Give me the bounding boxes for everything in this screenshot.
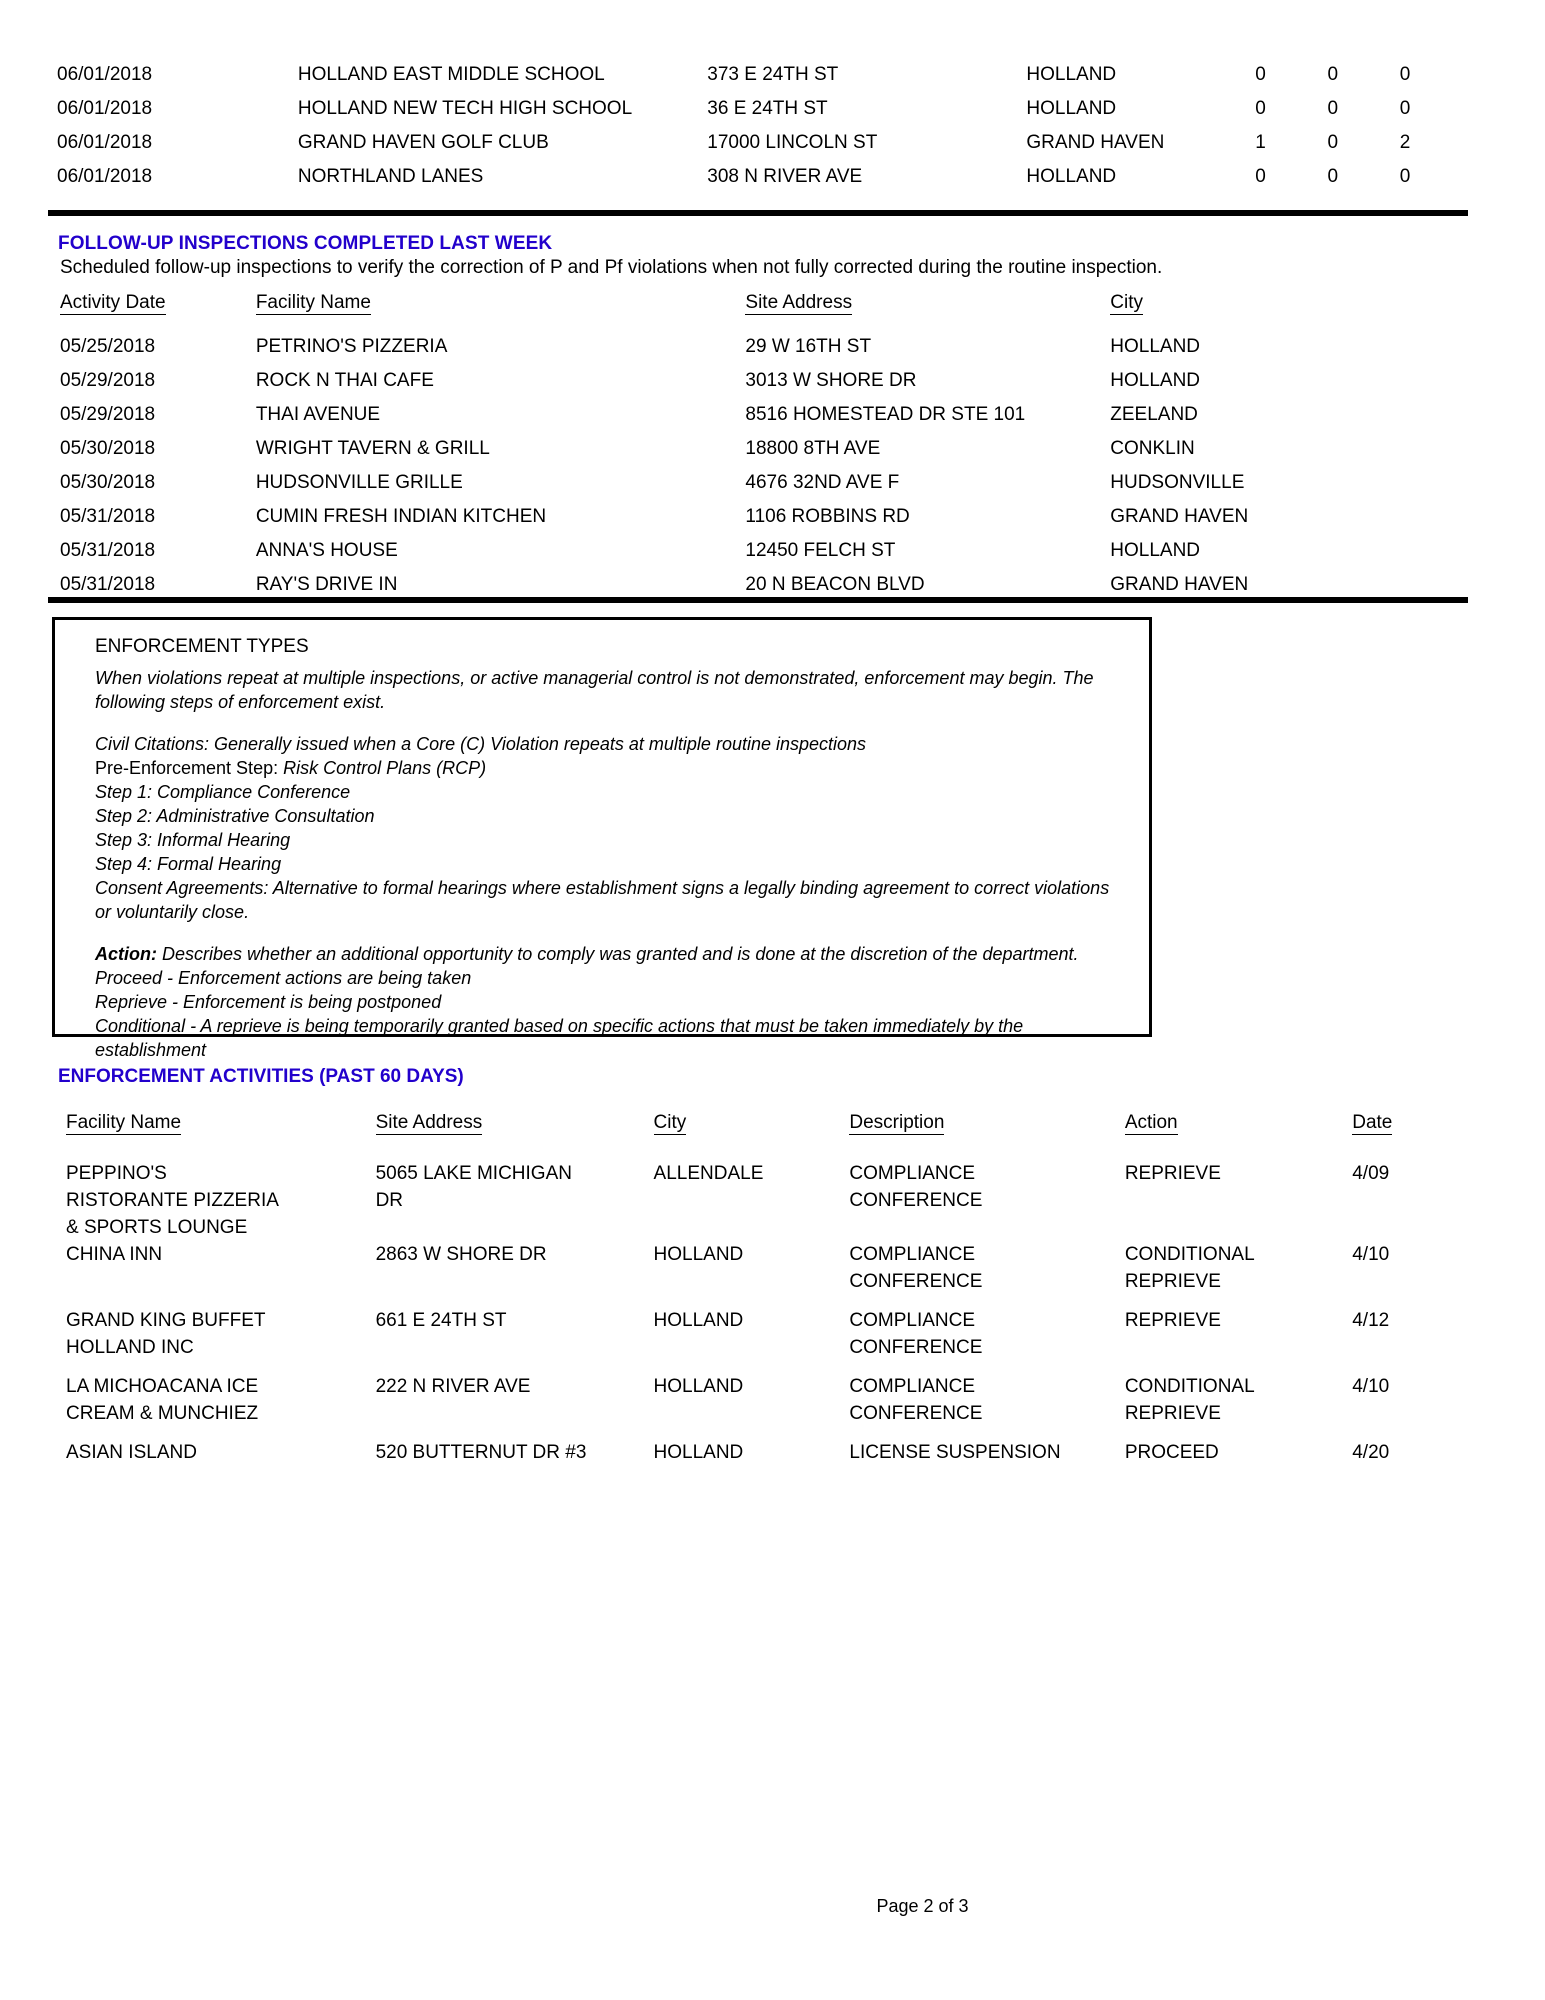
activity-city-line: HOLLAND <box>653 1244 744 1265</box>
followup-section-heading: FOLLOW-UP INSPECTIONS COMPLETED LAST WEEK <box>58 233 553 254</box>
followup-section-description: Scheduled follow-up inspections to verify the correction of P and Pf violations when not fully corrected during the routine inspection. <box>60 257 1163 278</box>
activity-name-line: PEPPINO'S <box>66 1163 167 1184</box>
activity-city <box>654 1160 850 1241</box>
activity-date <box>1352 1160 1466 1241</box>
activity-site-address <box>376 1241 654 1307</box>
followup-date: 05/30/2018 <box>60 438 156 459</box>
followup-header <box>60 292 1460 330</box>
followup-site-address: 1106 ROBBINS RD <box>745 506 910 527</box>
followup-city: HOLLAND <box>1110 336 1201 357</box>
table-row <box>60 398 1460 432</box>
routine-city: HOLLAND <box>1026 166 1117 187</box>
followup-site-address: 8516 HOMESTEAD DR STE 101 <box>745 404 1026 425</box>
activity-name-line: LA MICHOACANA ICE <box>66 1376 259 1397</box>
activity-name-line: ASIAN ISLAND <box>66 1442 197 1463</box>
activity-description-line: COMPLIANCE <box>849 1376 976 1397</box>
followup-facility-name: ROCK N THAI CAFE <box>255 370 434 391</box>
activity-action-line: REPRIEVE <box>1124 1310 1221 1331</box>
spacer <box>95 714 1119 732</box>
table-row <box>66 1307 1466 1373</box>
routine-site-address: 308 N RIVER AVE <box>707 166 863 187</box>
routine-date: 06/01/2018 <box>57 98 153 119</box>
followup-facility-name: PETRINO'S PIZZERIA <box>255 336 448 357</box>
enforcement-step-2: Step 2: Administrative Consultation <box>95 806 375 826</box>
enforcement-action-text: Describes whether an additional opportunity to comply was granted and is done at the discretion of the department. <box>157 944 1079 964</box>
enforcement-activities-table <box>66 1112 1466 1505</box>
table-header-row <box>66 1112 1466 1160</box>
routine-inspections-table <box>57 58 1472 194</box>
enforcement-pre-step <box>95 756 1119 780</box>
section-divider-rule <box>48 597 1468 603</box>
activity-action-line: REPRIEVE <box>1124 1271 1221 1292</box>
followup-col-date <box>60 292 256 330</box>
followup-date: 05/31/2018 <box>60 574 156 595</box>
activity-address-line: 222 N RIVER AVE <box>375 1376 531 1397</box>
routine-p-count: 0 <box>1255 166 1266 187</box>
activities-col-name <box>66 1112 376 1160</box>
followup-col-name <box>256 292 746 330</box>
activities-col-date <box>1352 1112 1466 1160</box>
followup-city: HOLLAND <box>1110 540 1201 561</box>
activity-action-line: CONDITIONAL <box>1124 1244 1255 1265</box>
followup-col-city-label: City <box>1110 292 1143 313</box>
followup-col-date-label: Activity Date <box>60 292 166 313</box>
routine-pf-count: 0 <box>1327 166 1339 187</box>
activity-name-line: HOLLAND INC <box>66 1337 194 1358</box>
enforcement-action-label: Action: <box>95 944 157 964</box>
followup-city: GRAND HAVEN <box>1110 574 1249 595</box>
activity-description <box>849 1439 1124 1505</box>
activity-address-line: DR <box>375 1190 404 1211</box>
activity-city <box>654 1439 850 1505</box>
enforcement-activities-header <box>66 1112 1466 1160</box>
followup-city: ZEELAND <box>1110 404 1198 425</box>
enforcement-intro-line-2: following steps of enforcement exist. <box>95 692 386 712</box>
routine-date: 06/01/2018 <box>57 64 153 85</box>
activity-name-line: CREAM & MUNCHIEZ <box>66 1403 259 1424</box>
activity-action <box>1125 1439 1352 1505</box>
table-row <box>66 1160 1466 1241</box>
enforcement-types-title: ENFORCEMENT TYPES <box>95 636 309 657</box>
page-footer <box>0 1896 1545 1917</box>
followup-site-address: 20 N BEACON BLVD <box>745 574 925 595</box>
enforcement-consent-line-2: or voluntarily close. <box>95 902 250 922</box>
activity-site-address <box>376 1160 654 1241</box>
activity-address-line: 5065 LAKE MICHIGAN <box>375 1163 572 1184</box>
routine-c-count: 2 <box>1399 132 1411 153</box>
activity-action-line: REPRIEVE <box>1124 1403 1221 1424</box>
followup-city: GRAND HAVEN <box>1110 506 1249 527</box>
activity-city <box>654 1373 850 1439</box>
activity-city-line: HOLLAND <box>653 1442 744 1463</box>
activity-date-line: 4/10 <box>1352 1244 1390 1265</box>
activity-description <box>849 1241 1124 1307</box>
routine-p-count: 0 <box>1255 64 1266 85</box>
activity-action-line: PROCEED <box>1124 1442 1219 1463</box>
activity-description-line: COMPLIANCE <box>849 1244 976 1265</box>
routine-inspections-grid <box>57 58 1472 194</box>
enforcement-activities-rows <box>66 1160 1466 1505</box>
activities-col-city-label: City <box>653 1112 687 1133</box>
followup-facility-name: HUDSONVILLE GRILLE <box>255 472 463 493</box>
followup-col-address <box>745 292 1110 330</box>
routine-city: HOLLAND <box>1026 64 1117 85</box>
activity-description-line: CONFERENCE <box>849 1271 983 1292</box>
activity-name-line: CHINA INN <box>66 1244 163 1265</box>
enforcement-pre-step-label: Pre-Enforcement Step: <box>95 758 279 778</box>
enforcement-conditional-definition: Conditional - A reprieve is being temporarily granted based on specific actions that must be taken immediately by the establishment <box>95 1016 1024 1060</box>
enforcement-action-definition <box>95 942 1119 966</box>
table-row <box>60 364 1460 398</box>
activities-col-city <box>654 1112 850 1160</box>
table-header-row <box>60 292 1460 330</box>
table-row <box>57 92 1472 126</box>
activity-facility-name <box>66 1439 376 1505</box>
routine-city: GRAND HAVEN <box>1026 132 1165 153</box>
followup-site-address: 29 W 16TH ST <box>745 336 872 357</box>
routine-site-address: 36 E 24TH ST <box>707 98 828 119</box>
activity-date-line: 4/09 <box>1352 1163 1390 1184</box>
table-row <box>60 330 1460 364</box>
activity-city <box>654 1307 850 1373</box>
activities-col-date-label: Date <box>1352 1112 1393 1133</box>
followup-date: 05/25/2018 <box>60 336 156 357</box>
section-divider-rule <box>48 210 1468 216</box>
followup-col-address-label: Site Address <box>745 292 853 313</box>
followup-city: CONKLIN <box>1110 438 1195 459</box>
activity-facility-name <box>66 1160 376 1241</box>
routine-facility-name: GRAND HAVEN GOLF CLUB <box>297 132 549 153</box>
activities-col-action <box>1125 1112 1352 1160</box>
activity-date <box>1352 1241 1466 1307</box>
followup-date: 05/30/2018 <box>60 472 156 493</box>
routine-facility-name: HOLLAND NEW TECH HIGH SCHOOL <box>297 98 633 119</box>
table-row <box>60 500 1460 534</box>
enforcement-activities-heading: ENFORCEMENT ACTIVITIES (PAST 60 DAYS) <box>58 1066 464 1087</box>
routine-p-count: 0 <box>1255 98 1266 119</box>
followup-city: HUDSONVILLE <box>1110 472 1245 493</box>
activity-site-address <box>376 1373 654 1439</box>
activity-action <box>1125 1307 1352 1373</box>
activity-city-line: HOLLAND <box>653 1310 744 1331</box>
routine-city: HOLLAND <box>1026 98 1117 119</box>
followup-date: 05/31/2018 <box>60 540 156 561</box>
routine-site-address: 373 E 24TH ST <box>707 64 839 85</box>
activity-action <box>1125 1160 1352 1241</box>
routine-pf-count: 0 <box>1327 64 1339 85</box>
routine-pf-count: 0 <box>1327 98 1339 119</box>
table-row <box>66 1241 1466 1307</box>
activity-description <box>849 1307 1124 1373</box>
activities-col-description <box>849 1112 1124 1160</box>
followup-site-address: 12450 FELCH ST <box>745 540 896 561</box>
table-row <box>66 1439 1466 1505</box>
enforcement-civil-citations: Civil Citations: Generally issued when a Core (C) Violation repeats at multiple routine inspections <box>95 734 867 754</box>
followup-rows <box>60 330 1460 602</box>
activity-action <box>1125 1241 1352 1307</box>
table-row <box>60 534 1460 568</box>
activity-action-line: CONDITIONAL <box>1124 1376 1255 1397</box>
activity-description-line: CONFERENCE <box>849 1403 983 1424</box>
routine-date: 06/01/2018 <box>57 166 153 187</box>
routine-c-count: 0 <box>1399 64 1411 85</box>
followup-date: 05/31/2018 <box>60 506 156 527</box>
followup-facility-name: ANNA'S HOUSE <box>255 540 398 561</box>
activity-action-line: REPRIEVE <box>1124 1163 1221 1184</box>
activity-description <box>849 1373 1124 1439</box>
activity-description-line: LICENSE SUSPENSION <box>849 1442 1061 1463</box>
enforcement-step-4: Step 4: Formal Hearing <box>95 854 282 874</box>
table-row <box>57 126 1472 160</box>
table-row <box>66 1373 1466 1439</box>
activity-address-line: 661 E 24TH ST <box>375 1310 507 1331</box>
enforcement-intro-line-1: When violations repeat at multiple inspections, or active managerial control is not demonstrated, enforcement may begin. The <box>95 668 1094 688</box>
activity-date-line: 4/12 <box>1352 1310 1390 1331</box>
routine-c-count: 0 <box>1399 166 1411 187</box>
followup-inspections-table <box>60 292 1460 602</box>
activities-col-address <box>376 1112 654 1160</box>
routine-date: 06/01/2018 <box>57 132 153 153</box>
page-number: Page 2 of 3 <box>876 1896 969 1916</box>
followup-col-city <box>1110 292 1460 330</box>
activity-address-line: 2863 W SHORE DR <box>375 1244 547 1265</box>
activity-site-address <box>376 1439 654 1505</box>
followup-facility-name: THAI AVENUE <box>255 404 381 425</box>
routine-rows <box>57 58 1472 194</box>
followup-site-address: 3013 W SHORE DR <box>745 370 917 391</box>
enforcement-types-box <box>52 617 1152 1060</box>
enforcement-step-3: Step 3: Informal Hearing <box>95 830 291 850</box>
routine-pf-count: 0 <box>1327 132 1339 153</box>
enforcement-step-1: Step 1: Compliance Conference <box>95 782 351 802</box>
routine-facility-name: HOLLAND EAST MIDDLE SCHOOL <box>297 64 605 85</box>
followup-city: HOLLAND <box>1110 370 1201 391</box>
activity-address-line: 520 BUTTERNUT DR #3 <box>375 1442 587 1463</box>
activity-name-line: & SPORTS LOUNGE <box>66 1217 248 1238</box>
activity-city <box>654 1241 850 1307</box>
activity-date <box>1352 1307 1466 1373</box>
routine-c-count: 0 <box>1399 98 1411 119</box>
followup-grid <box>60 292 1460 602</box>
table-row <box>60 432 1460 466</box>
activity-description-line: COMPLIANCE <box>849 1310 976 1331</box>
activity-description-line: COMPLIANCE <box>849 1163 976 1184</box>
routine-facility-name: NORTHLAND LANES <box>297 166 484 187</box>
enforcement-reprieve-definition: Reprieve - Enforcement is being postponed <box>95 992 442 1012</box>
activity-description-line: CONFERENCE <box>849 1337 983 1358</box>
enforcement-activities-grid <box>66 1112 1466 1505</box>
activity-description-line: CONFERENCE <box>849 1190 983 1211</box>
followup-date: 05/29/2018 <box>60 370 156 391</box>
activity-name-line: GRAND KING BUFFET <box>66 1310 266 1331</box>
activities-col-description-label: Description <box>849 1112 945 1133</box>
activity-facility-name <box>66 1307 376 1373</box>
activity-facility-name <box>66 1373 376 1439</box>
activity-action <box>1125 1373 1352 1439</box>
enforcement-consent-line-1: Consent Agreements: Alternative to formal hearings where establishment signs a legally binding agreement to correct violations <box>95 878 1110 898</box>
followup-site-address: 4676 32ND AVE F <box>745 472 900 493</box>
activities-col-address-label: Site Address <box>375 1112 483 1133</box>
enforcement-proceed-definition: Proceed - Enforcement actions are being taken <box>95 968 472 988</box>
activity-site-address <box>376 1307 654 1373</box>
activity-description <box>849 1160 1124 1241</box>
table-row <box>57 58 1472 92</box>
table-row <box>60 466 1460 500</box>
followup-facility-name: CUMIN FRESH INDIAN KITCHEN <box>255 506 547 527</box>
activity-date-line: 4/20 <box>1352 1442 1390 1463</box>
activities-col-action-label: Action <box>1124 1112 1178 1133</box>
activity-name-line: RISTORANTE PIZZERIA <box>66 1190 279 1211</box>
activity-date <box>1352 1439 1466 1505</box>
activity-date-line: 4/10 <box>1352 1376 1390 1397</box>
activity-city-line: HOLLAND <box>653 1376 744 1397</box>
followup-date: 05/29/2018 <box>60 404 156 425</box>
routine-site-address: 17000 LINCOLN ST <box>707 132 878 153</box>
enforcement-pre-step-value: Risk Control Plans (RCP) <box>283 758 487 778</box>
followup-facility-name: RAY'S DRIVE IN <box>255 574 398 595</box>
activity-city-line: ALLENDALE <box>653 1163 764 1184</box>
followup-col-name-label: Facility Name <box>255 292 371 313</box>
spacer <box>95 924 1119 942</box>
followup-facility-name: WRIGHT TAVERN & GRILL <box>255 438 490 459</box>
activities-col-name-label: Facility Name <box>66 1112 182 1133</box>
enforcement-types-content <box>55 620 1149 1072</box>
activity-facility-name <box>66 1241 376 1307</box>
activity-date <box>1352 1373 1466 1439</box>
table-row <box>57 160 1472 194</box>
followup-site-address: 18800 8TH AVE <box>745 438 881 459</box>
routine-p-count: 1 <box>1255 132 1266 153</box>
